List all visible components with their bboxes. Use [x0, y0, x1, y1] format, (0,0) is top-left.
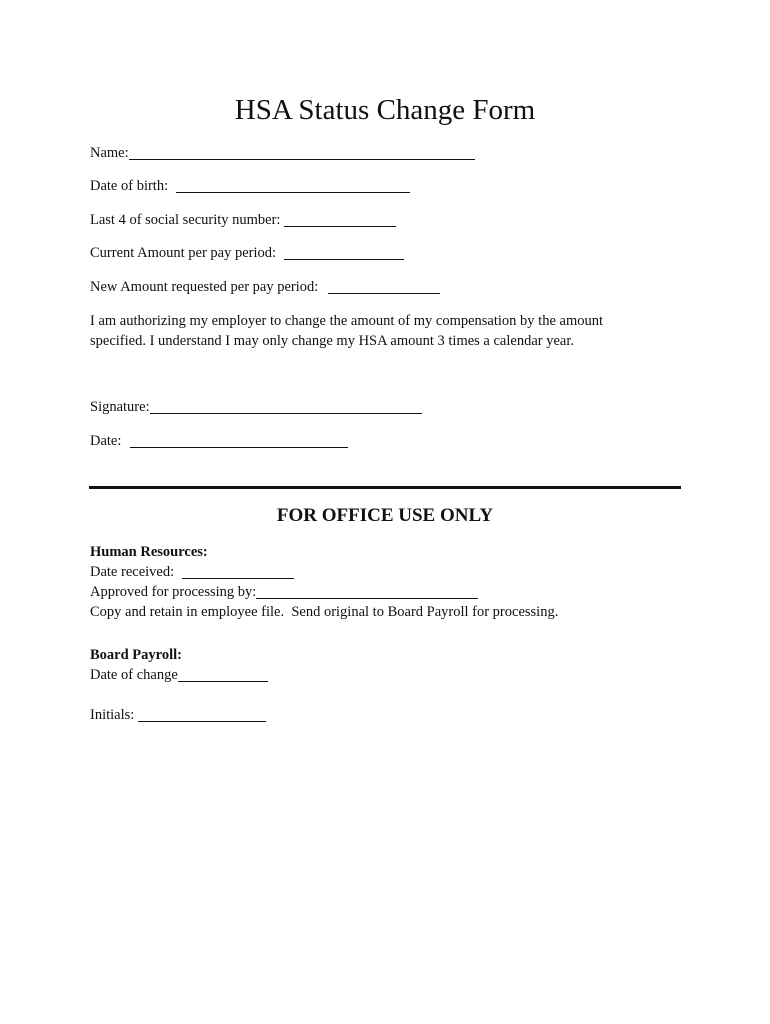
form-title: HSA Status Change Form: [234, 94, 536, 126]
ssn-field-row: [90, 211, 396, 229]
ssn-input-line[interactable]: [284, 213, 396, 227]
approved-by-input-line[interactable]: [256, 585, 478, 599]
dob-field-row: [90, 177, 410, 195]
authorization-line-2: specified. I understand I may only change my HSA amount 3 times a calendar year.: [90, 333, 574, 349]
name-input-line[interactable]: [129, 146, 475, 160]
name-label: Name:: [90, 145, 129, 161]
payroll-heading-label: Board Payroll:: [90, 647, 182, 663]
section-divider: [89, 486, 681, 489]
new-amount-field-row: [90, 278, 440, 296]
date-of-change-label: Date of change: [90, 667, 178, 683]
signature-input-line[interactable]: [150, 400, 422, 414]
hr-heading-label: Human Resources:: [90, 544, 208, 560]
initials-input-line[interactable]: [138, 708, 266, 722]
authorization-text: [90, 311, 690, 351]
authorization-line-1: I am authorizing my employer to change the amount of my compensation by the amount: [90, 313, 604, 329]
date-received-label: Date received:: [90, 564, 175, 580]
initials-row: [90, 706, 266, 724]
ssn-label: Last 4 of social security number:: [90, 212, 281, 228]
hr-instruction-text: Copy and retain in employee file. Send original to Board Payroll for processing.: [90, 604, 559, 620]
new-amount-input-line[interactable]: [328, 280, 440, 294]
dob-input-line[interactable]: [176, 179, 410, 193]
date-field-row: [90, 432, 348, 450]
current-amount-label: Current Amount per pay period:: [90, 245, 277, 261]
signature-label: Signature:: [90, 399, 150, 415]
date-of-change-input-line[interactable]: [178, 668, 268, 682]
date-label: Date:: [90, 433, 122, 449]
new-amount-label: New Amount requested per pay period:: [90, 279, 319, 295]
name-field-row: [90, 144, 475, 162]
date-input-line[interactable]: [130, 434, 348, 448]
initials-label: Initials:: [90, 707, 135, 723]
office-use-title: FOR OFFICE USE ONLY: [276, 505, 494, 526]
date-received-row: [90, 563, 294, 581]
approved-by-row: [90, 583, 478, 601]
dob-label: Date of birth:: [90, 178, 169, 194]
hr-heading: [90, 543, 208, 561]
date-of-change-row: [90, 666, 268, 684]
approved-by-label: Approved for processing by:: [90, 584, 257, 600]
current-amount-field-row: [90, 244, 404, 262]
date-received-input-line[interactable]: [182, 565, 294, 579]
signature-field-row: [90, 398, 422, 416]
payroll-heading: [90, 646, 182, 664]
current-amount-input-line[interactable]: [284, 246, 404, 260]
hr-instruction-row: [90, 603, 558, 621]
